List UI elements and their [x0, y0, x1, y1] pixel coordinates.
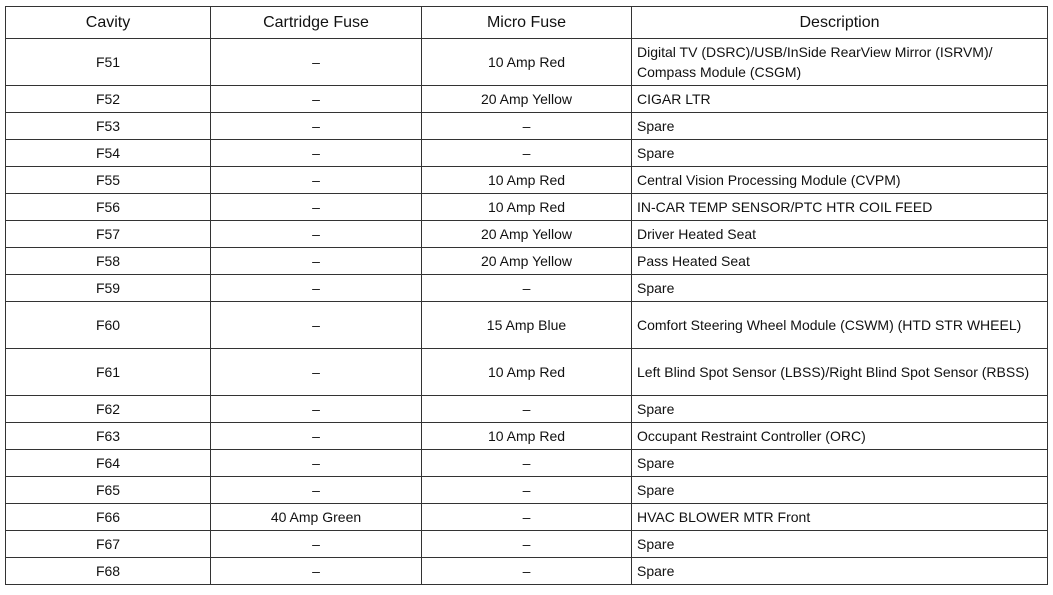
header-cavity: Cavity [6, 7, 211, 39]
description-cell: Occupant Restraint Controller (ORC) [632, 423, 1048, 450]
micro-fuse-cell: – [422, 140, 632, 167]
table-row [6, 248, 1048, 275]
table-row [6, 558, 1048, 585]
cartridge-fuse-cell: – [211, 248, 422, 275]
description-cell: Spare [632, 140, 1048, 167]
cavity-cell: F65 [6, 477, 211, 504]
cartridge-fuse-cell: – [211, 450, 422, 477]
description-cell: IN-CAR TEMP SENSOR/PTC HTR COIL FEED [632, 194, 1048, 221]
description-cell: Pass Heated Seat [632, 248, 1048, 275]
cavity-cell: F68 [6, 558, 211, 585]
cavity-cell: F53 [6, 113, 211, 140]
table-row [6, 194, 1048, 221]
cartridge-fuse-cell: – [211, 221, 422, 248]
description-cell: Spare [632, 113, 1048, 140]
table-body [6, 39, 1048, 585]
description-cell: Digital TV (DSRC)/USB/InSide RearView Mirror (ISRVM)/ Compass Module (CSGM) [632, 39, 1048, 86]
micro-fuse-cell: 20 Amp Yellow [422, 221, 632, 248]
cartridge-fuse-cell: – [211, 531, 422, 558]
table-header [6, 7, 1048, 39]
cartridge-fuse-cell: – [211, 39, 422, 86]
description-cell: Comfort Steering Wheel Module (CSWM) (HTD STR WHEEL) [632, 302, 1048, 349]
table-row [6, 531, 1048, 558]
cavity-cell: F67 [6, 531, 211, 558]
description-cell: Driver Heated Seat [632, 221, 1048, 248]
micro-fuse-cell: – [422, 558, 632, 585]
cartridge-fuse-cell: – [211, 423, 422, 450]
table-row [6, 396, 1048, 423]
header-cartridge-fuse: Cartridge Fuse [211, 7, 422, 39]
cavity-cell: F61 [6, 349, 211, 396]
micro-fuse-cell: 10 Amp Red [422, 39, 632, 86]
micro-fuse-cell: 10 Amp Red [422, 423, 632, 450]
description-cell: Spare [632, 450, 1048, 477]
cavity-cell: F57 [6, 221, 211, 248]
micro-fuse-cell: – [422, 477, 632, 504]
cartridge-fuse-cell: – [211, 194, 422, 221]
header-micro-fuse: Micro Fuse [422, 7, 632, 39]
table-row [6, 140, 1048, 167]
cartridge-fuse-cell: – [211, 558, 422, 585]
header-description: Description [632, 7, 1048, 39]
cavity-cell: F58 [6, 248, 211, 275]
micro-fuse-cell: – [422, 450, 632, 477]
table-row [6, 477, 1048, 504]
cavity-cell: F62 [6, 396, 211, 423]
micro-fuse-cell: 10 Amp Red [422, 194, 632, 221]
description-cell: CIGAR LTR [632, 86, 1048, 113]
table-row [6, 39, 1048, 86]
table-row [6, 450, 1048, 477]
description-cell: HVAC BLOWER MTR Front [632, 504, 1048, 531]
description-cell: Spare [632, 396, 1048, 423]
fuse-table [5, 6, 1048, 585]
table-row [6, 423, 1048, 450]
table-row [6, 221, 1048, 248]
header-row [6, 7, 1048, 39]
micro-fuse-cell: 15 Amp Blue [422, 302, 632, 349]
cartridge-fuse-cell: – [211, 113, 422, 140]
cavity-cell: F52 [6, 86, 211, 113]
description-cell: Spare [632, 275, 1048, 302]
cartridge-fuse-cell: – [211, 396, 422, 423]
cavity-cell: F56 [6, 194, 211, 221]
cartridge-fuse-cell: – [211, 349, 422, 396]
table-row [6, 86, 1048, 113]
table-row [6, 504, 1048, 531]
cavity-cell: F60 [6, 302, 211, 349]
description-cell: Central Vision Processing Module (CVPM) [632, 167, 1048, 194]
table-row [6, 302, 1048, 349]
micro-fuse-cell: – [422, 113, 632, 140]
table-row [6, 167, 1048, 194]
micro-fuse-cell: 20 Amp Yellow [422, 86, 632, 113]
cartridge-fuse-cell: – [211, 477, 422, 504]
description-cell: Spare [632, 477, 1048, 504]
micro-fuse-cell: – [422, 396, 632, 423]
cavity-cell: F54 [6, 140, 211, 167]
table-row [6, 349, 1048, 396]
micro-fuse-cell: – [422, 275, 632, 302]
cavity-cell: F63 [6, 423, 211, 450]
description-cell: Spare [632, 558, 1048, 585]
cavity-cell: F64 [6, 450, 211, 477]
cartridge-fuse-cell: – [211, 302, 422, 349]
micro-fuse-cell: 10 Amp Red [422, 167, 632, 194]
cartridge-fuse-cell: – [211, 86, 422, 113]
table-row [6, 113, 1048, 140]
micro-fuse-cell: – [422, 531, 632, 558]
description-cell: Left Blind Spot Sensor (LBSS)/Right Blind Spot Sensor (RBSS) [632, 349, 1048, 396]
cartridge-fuse-cell: 40 Amp Green [211, 504, 422, 531]
cavity-cell: F59 [6, 275, 211, 302]
cavity-cell: F55 [6, 167, 211, 194]
micro-fuse-cell: – [422, 504, 632, 531]
cartridge-fuse-cell: – [211, 275, 422, 302]
cavity-cell: F51 [6, 39, 211, 86]
cartridge-fuse-cell: – [211, 140, 422, 167]
micro-fuse-cell: 20 Amp Yellow [422, 248, 632, 275]
description-cell: Spare [632, 531, 1048, 558]
cavity-cell: F66 [6, 504, 211, 531]
micro-fuse-cell: 10 Amp Red [422, 349, 632, 396]
cartridge-fuse-cell: – [211, 167, 422, 194]
table-row [6, 275, 1048, 302]
